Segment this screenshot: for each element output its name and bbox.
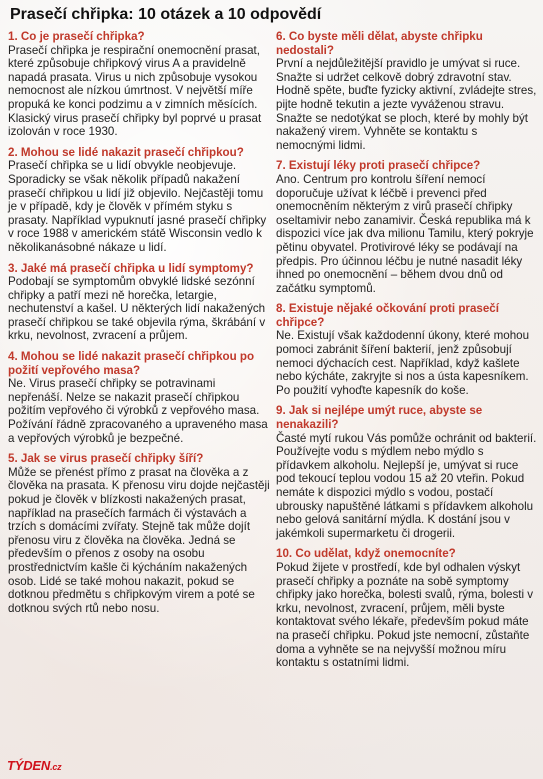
qa-item-9	[276, 404, 538, 540]
answer-text: Pokud žijete v prostředí, kde byl odhalen výskyt prasečí chřipky a poznáte na sobě symptomy chřipky jako horečka, bolesti svalů, rýma, bolesti v krku, nevolnost, zvracení, průjem, měli byste kontaktovat svého lékaře, především pokud máte na prasečí chřipku. Pokud jste nemocní, zůstaňte doma a vyhněte se na nejvyšší možnou míru kontaktu s ostatními lidmi.	[276, 560, 534, 670]
answer-text: Časté mytí rukou Vás pomůže ochránit od bakterií. Používejte vodu s mýdlem nebo mýdlo s přídavkem alkoholu. Nejlepší je, umývat si ruce pod tekoucí teplou vodou 15 až 20 vteřin. Pokud nemáte k dispozici mýdlo s vodou, postačí ubrousky napuštěné látkami s přídavkem alkoholu nebo gelová sanitární mýdla. K dostání jsou v jakémkoli supermarketu či drogerii.	[276, 431, 537, 540]
question-heading: 4. Mohou se lidé nakazit prasečí chřipkou po požití vepřového masa?	[8, 350, 255, 377]
logo-main: TÝDEN	[7, 758, 51, 773]
qa-item-1	[8, 30, 270, 139]
qa-item-10	[276, 547, 538, 669]
question-heading: 10. Co udělat, když onemocníte?	[276, 547, 456, 561]
qa-item-7	[276, 159, 538, 295]
question-heading: 1. Co je prasečí chřipka?	[8, 30, 145, 43]
question-heading: 9. Jak si nejlépe umýt ruce, abyste se nenakazili?	[276, 404, 483, 432]
question-heading: 8. Existuje nějaké očkování proti prasečí chřipce?	[276, 302, 499, 329]
qa-item-5	[8, 452, 270, 615]
left-column	[8, 30, 270, 622]
answer-text: Ne. Virus prasečí chřipky se potravinami nepřenáší. Nelze se nakazit prasečí chřipkou požitím vepřového či výrobků z vepřového masa. Požívání řádně zpracovaného a upraveného masa a vepřových výrobků je bezpečné.	[8, 377, 268, 445]
answer-text: Ne. Existují však každodenní úkony, které mohou pomoci zabránit šíření bakterií, jenž způsobují nemoci dýchacích cest. Například, když kašlete nebo kýcháte, zakryjte si nos a ústa kapesníkem. Po použití vyhoďte kapesník do koše.	[276, 329, 530, 397]
question-heading: 3. Jaké má prasečí chřipka u lidí symptomy?	[8, 261, 254, 275]
answer-text: Ano. Centrum pro kontrolu šíření nemocí doporučuje užívat k léčbě i prevenci před onemocněním některým z virů prasečí chřipky oseltamivir nebo zanamivir. Česká republika má k dispozici více jak dva milionu Tamilu, který pokryje pětinu obyvatel. Protivirové léky se podávají na předpis. Pro účinnou léčbu je nutné nasadit léky ihned po onemocnění – během dvou dnů od začátku symptomů.	[276, 172, 534, 295]
question-heading: 6. Co byste měli dělat, abyste chřipku nedostali?	[276, 30, 483, 57]
qa-item-2	[8, 146, 270, 255]
answer-text: Může se přenést přímo z prasat na člověka a z člověka na prasata. K přenosu viru dojde nejčastěji pokud je člověk v blízkosti nakažených prasat, například na prasečích farmách či výstavách a trzích s domácími zvířaty. Stejně tak může dojít přenosu viru z člověka na člověka. Jedná se především o přenos z osoby na osobu prostřednictvím kašle či kýcháním nakažených osob. Lidé se také mohou nakazit, pokud se dotknou předmětu s chřipkovým virem a poté se dotknou svých rtů nebo nosu.	[8, 465, 270, 615]
logo-suffix: .cz	[50, 762, 62, 772]
answer-text: Prasečí chřipka se u lidí obvykle neobjevuje. Sporadicky se však několik případů nakažení prasečí chřipkou u lidí již objevilo. Nejčastěji tomu je v případě, kdy je člověk v přímém styku s prasaty. Například vypuknutí jasné prasečí chřipky v roce 1988 v americkém státě Wisconsin vedlo k několikanásobné nákaze u lidí.	[8, 159, 267, 254]
answer-text: První a nejdůležitější pravidlo je umývat si ruce. Snažte si udržet celkově dobrý zdravotní stav. Hodně spěte, buďte fyzicky aktivní, zvládejte stres, pijte hodně tekutin a jezte vyváženou stravu. Snažte se nedotýkat se ploch, které by mohly být nakažený virem. Vyhněte se kontaktu s nemocnými lidmi.	[276, 57, 537, 152]
tyden-logo	[7, 758, 61, 773]
qa-item-6	[276, 30, 538, 152]
question-heading: 7. Existují léky proti prasečí chřipce?	[276, 159, 481, 173]
answer-text: Podobají se symptomům obvyklé lidské sezónní chřipky a patří mezi ně horečka, letargie, nechutenství a kašel. U některých lidí nakažených prasečí chřipkou se také objevila rýma, škrábání v krku, nevolnost, zvracení a průjem.	[8, 275, 266, 343]
qa-item-3	[8, 262, 270, 344]
page-title: Prasečí chřipka: 10 otázek a 10 odpovědí	[10, 6, 322, 23]
question-heading: 5. Jak se virus prasečí chřipky šíří?	[8, 452, 204, 466]
answer-text: Prasečí chřipka je respirační onemocnění prasat, které způsobuje chřipkový virus A a pravidelně napadá prasata. Virus u nich způsobuje vysokou nemocnost ale nízkou úmrtnost. V největší míře propuká ke konci podzimu a v zimních měsících. Klasický virus prasečí chřipky byl poprvé u prasat izolován v roce 1930.	[8, 43, 262, 139]
qa-item-8	[276, 302, 538, 397]
question-heading: 2. Mohou se lidé nakazit prasečí chřipkou?	[8, 145, 244, 159]
qa-item-4	[8, 350, 270, 445]
right-column	[276, 30, 538, 677]
